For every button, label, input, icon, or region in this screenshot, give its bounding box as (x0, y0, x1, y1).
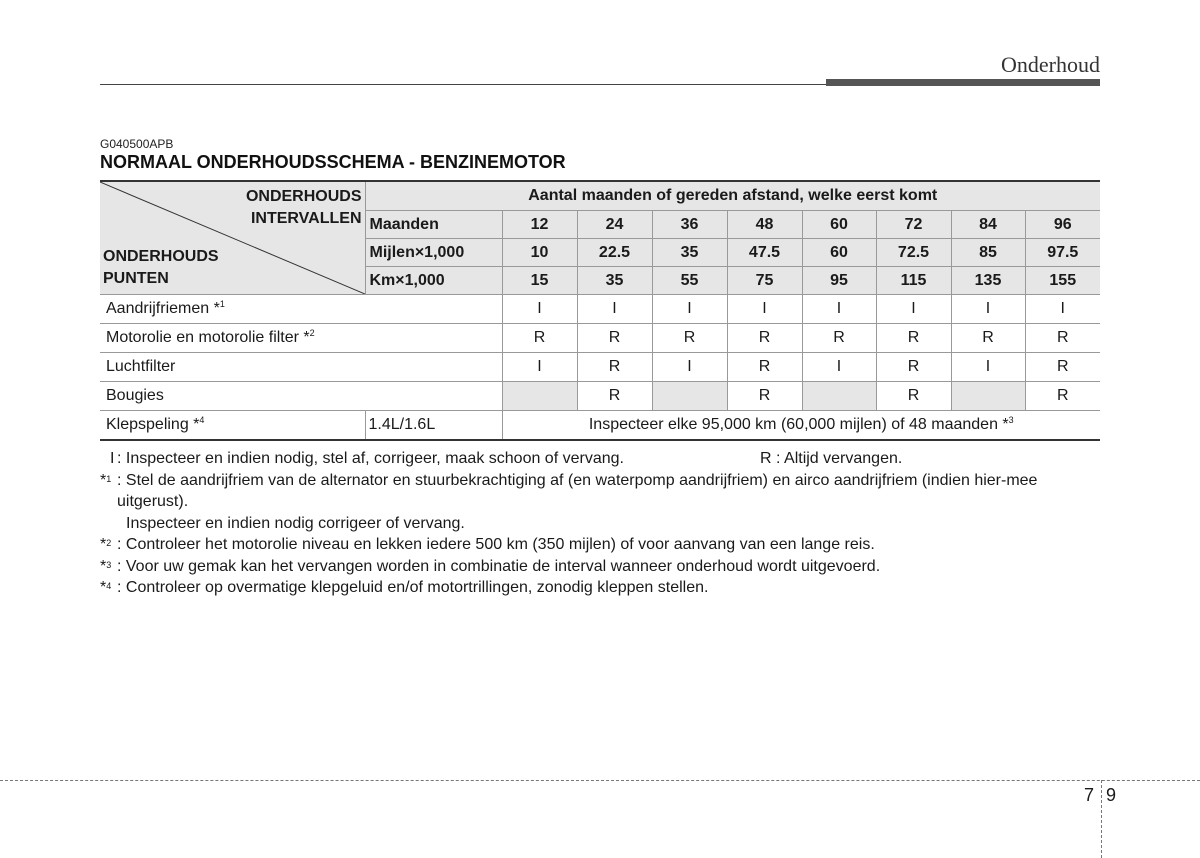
item-action: R (876, 324, 951, 353)
footnote-text: : Controleer het motorolie niveau en lekken iedere 500 km (350 mijlen) of voor aanvang van een lange reis. (117, 536, 875, 553)
footnote-text: : Controleer op overmatige klepgeluid en/of motortrillingen, zonodig kleppen stellen. (117, 579, 709, 596)
item-action: I (577, 295, 652, 324)
interval-label: Maanden (365, 211, 502, 239)
footnote-key: *$^4$ (100, 579, 112, 596)
interval-value: 84 (951, 211, 1025, 239)
table-row-air-filter (100, 353, 1100, 382)
legend-i-key: I (110, 450, 115, 467)
legend-r-key: R (760, 450, 772, 467)
interval-value: 60 (802, 239, 876, 267)
header-bar (826, 79, 1100, 86)
item-action: R (577, 353, 652, 382)
footnote-key: *$^1$ (100, 471, 112, 489)
footnote-text: : Stel de aandrijfriem van de alternator en stuurbekrachtiging af (en waterpomp aandrijfriem) en airco aandrijfriem (indien hier-mee uitgerust). (117, 471, 1038, 510)
interval-value: 135 (951, 267, 1025, 295)
interval-value: 24 (577, 211, 652, 239)
footnote-3 (100, 556, 1100, 578)
item-action-empty (502, 382, 577, 411)
header-title: Onderhoud (1001, 52, 1100, 77)
legend-i-text: : Inspecteer en indien nodig, stel af, corrigeer, maak schoon of vervang. (117, 450, 624, 467)
table-row-drive-belts (100, 295, 1100, 324)
interval-value: 22.5 (577, 239, 652, 267)
item-action: R (1025, 353, 1100, 382)
interval-value: 55 (652, 267, 727, 295)
item-action: R (502, 324, 577, 353)
item-action-empty (802, 382, 876, 411)
item-action: I (502, 353, 577, 382)
table-row-spark-plugs (100, 382, 1100, 411)
legend-r-text: : Altijd vervangen. (776, 450, 903, 467)
footnotes (100, 448, 1100, 599)
interval-value: 72.5 (876, 239, 951, 267)
interval-value: 12 (502, 211, 577, 239)
interval-value: 85 (951, 239, 1025, 267)
item-action: I (951, 295, 1025, 324)
interval-value: 35 (652, 239, 727, 267)
interval-value: 95 (802, 267, 876, 295)
table-row-valve-clearance (100, 411, 1100, 441)
interval-value: 97.5 (1025, 239, 1100, 267)
corner-top-line-1: ONDERHOUDS (245, 188, 362, 205)
legend (100, 448, 1100, 470)
footnote-extra: Inspecteer en indien nodig corrigeer of vervang. (126, 514, 465, 532)
corner-label-intervals (246, 186, 362, 230)
item-action: R (652, 324, 727, 353)
valve-inspection-note: Inspecteer elke 95,000 km (60,000 mijlen) of 48 maanden *$^3$ (502, 411, 1100, 441)
item-action: I (802, 353, 876, 382)
item-action: I (951, 353, 1025, 382)
interval-value: 35 (577, 267, 652, 295)
document-code: G040500APB (100, 137, 174, 151)
interval-value: 155 (1025, 267, 1100, 295)
item-action-empty (652, 382, 727, 411)
item-action: I (802, 295, 876, 324)
item-name: Klepspeling *$^4$ (100, 411, 365, 441)
item-name: Luchtfilter (100, 353, 502, 382)
item-action: R (577, 382, 652, 411)
corner-top-line-2: INTERVALLEN (250, 210, 362, 227)
item-action: I (652, 353, 727, 382)
footnote-4 (100, 577, 1100, 599)
item-action: R (951, 324, 1025, 353)
footnote-key: *$^3$ (100, 557, 112, 575)
footnote-key: *$^2$ (100, 536, 112, 553)
interval-value: 10 (502, 239, 577, 267)
footer-dashed-divider (1101, 780, 1102, 858)
interval-value: 15 (502, 267, 577, 295)
item-action: I (1025, 295, 1100, 324)
interval-value: 96 (1025, 211, 1100, 239)
item-action-empty (951, 382, 1025, 411)
item-action: R (727, 324, 802, 353)
item-action: R (727, 353, 802, 382)
item-action: R (876, 353, 951, 382)
table-corner-header (100, 181, 365, 295)
interval-value: 48 (727, 211, 802, 239)
interval-label: Km×1,000 (365, 267, 502, 295)
interval-value: 47.5 (727, 239, 802, 267)
interval-value: 36 (652, 211, 727, 239)
interval-value: 75 (727, 267, 802, 295)
legend-r (760, 448, 902, 470)
interval-span-header: Aantal maanden of gereden afstand, welke eerst komt (365, 181, 1100, 211)
item-action: R (876, 382, 951, 411)
corner-label-points (103, 246, 219, 290)
page-chapter-number: 7 (1084, 785, 1095, 805)
item-name: Aandrijfriemen *$^1$ (100, 295, 502, 324)
item-action: R (727, 382, 802, 411)
item-action: R (577, 324, 652, 353)
interval-value: 115 (876, 267, 951, 295)
engine-variant: 1.4L/1.6L (365, 411, 502, 441)
footnote-text: : Voor uw gemak kan het vervangen worden in combinatie de interval wanneer onderhoud wordt uitgevoerd. (117, 557, 881, 575)
interval-value: 72 (876, 211, 951, 239)
footnote-1 (100, 470, 1100, 535)
corner-bottom-line-2: PUNTEN (103, 270, 169, 287)
footnote-2 (100, 534, 1100, 556)
item-action: I (727, 295, 802, 324)
item-action: I (876, 295, 951, 324)
item-action: R (1025, 324, 1100, 353)
maintenance-schedule-table (100, 180, 1100, 441)
header-rule (100, 84, 826, 85)
item-action: I (502, 295, 577, 324)
interval-value: 60 (802, 211, 876, 239)
corner-bottom-line-1: ONDERHOUDS (103, 248, 219, 265)
document-title: NORMAAL ONDERHOUDSSCHEMA - BENZINEMOTOR (100, 152, 566, 172)
interval-label: Mijlen×1,000 (365, 239, 502, 267)
item-action: R (802, 324, 876, 353)
footer-dashed-rule (0, 780, 1200, 781)
item-name: Motorolie en motorolie filter *$^2$ (100, 324, 502, 353)
page-number: 9 (1106, 785, 1117, 805)
item-name: Bougies (100, 382, 502, 411)
table-row-engine-oil (100, 324, 1100, 353)
item-action: R (1025, 382, 1100, 411)
item-action: I (652, 295, 727, 324)
